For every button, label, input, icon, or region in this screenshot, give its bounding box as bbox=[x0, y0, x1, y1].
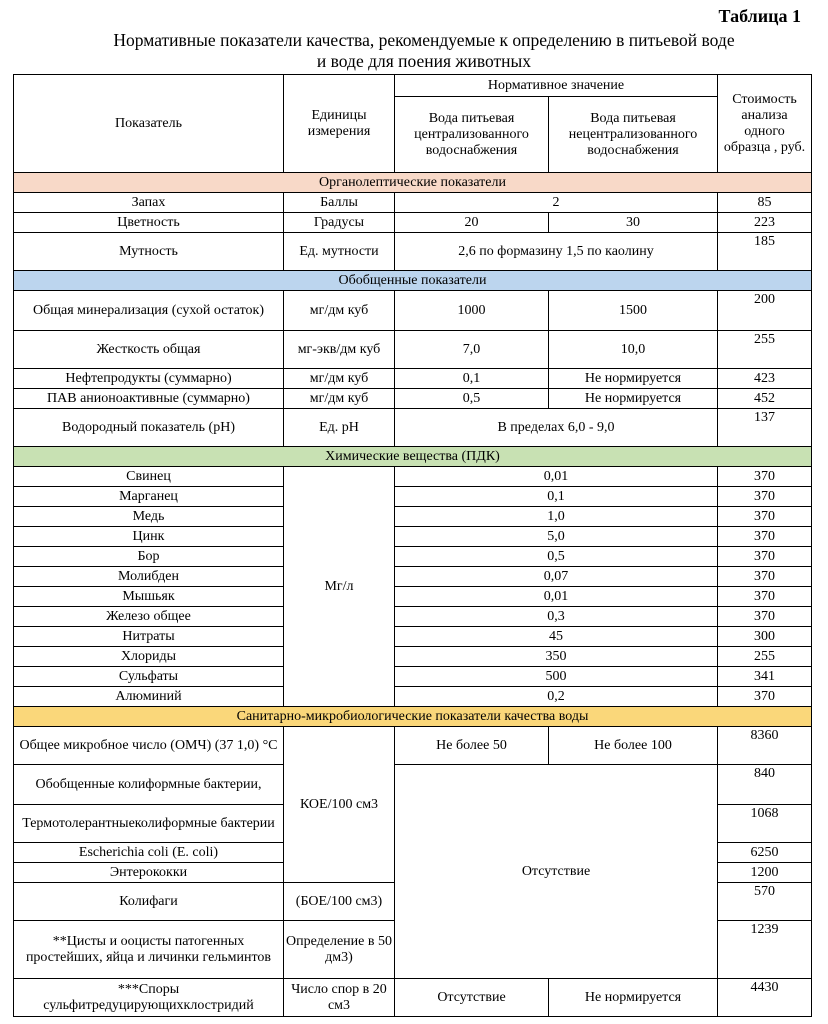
row-name: Свинец bbox=[14, 467, 284, 487]
row-name: Медь bbox=[14, 507, 284, 527]
row-unit: мг/дм куб bbox=[284, 389, 395, 409]
row-cost: 1068 bbox=[718, 805, 812, 843]
row-name: Термотолерантныеколиформные бактерии bbox=[14, 805, 284, 843]
row-value: 45 bbox=[395, 627, 718, 647]
row-cost: 370 bbox=[718, 507, 812, 527]
row-cost: 370 bbox=[718, 607, 812, 627]
row-cost: 185 bbox=[718, 233, 812, 271]
table-row bbox=[14, 507, 812, 527]
row-value: 0,01 bbox=[395, 587, 718, 607]
row-value: 0,1 bbox=[395, 487, 718, 507]
table-row bbox=[14, 389, 812, 409]
row-noncentral: Не более 100 bbox=[549, 727, 718, 765]
row-cost: 300 bbox=[718, 627, 812, 647]
header-noncentral: Вода питьевая нецентрализованного водоснабжения bbox=[549, 97, 718, 173]
table-row bbox=[14, 487, 812, 507]
row-name: Алюминий bbox=[14, 687, 284, 707]
row-value: 0,07 bbox=[395, 567, 718, 587]
row-cost: 423 bbox=[718, 369, 812, 389]
row-unit: мг-экв/дм куб bbox=[284, 331, 395, 369]
row-central: Не более 50 bbox=[395, 727, 549, 765]
table-row bbox=[14, 527, 812, 547]
row-noncentral: 30 bbox=[549, 213, 718, 233]
row-noncentral: 1500 bbox=[549, 291, 718, 331]
row-name: Нефтепродукты (суммарно) bbox=[14, 369, 284, 389]
table-row bbox=[14, 467, 812, 487]
row-name: Колифаги bbox=[14, 883, 284, 921]
row-value: 350 bbox=[395, 647, 718, 667]
row-name: Водородный показатель (pH) bbox=[14, 409, 284, 447]
row-name: Мутность bbox=[14, 233, 284, 271]
table-row bbox=[14, 193, 812, 213]
row-noncentral: Не нормируется bbox=[549, 389, 718, 409]
table-row bbox=[14, 291, 812, 331]
row-cost: 4430 bbox=[718, 979, 812, 1017]
table-row bbox=[14, 331, 812, 369]
row-value: 0,2 bbox=[395, 687, 718, 707]
row-name: Мышьяк bbox=[14, 587, 284, 607]
table-row bbox=[14, 647, 812, 667]
chemical-unit: Мг/л bbox=[284, 467, 395, 707]
title-line-2: и воде для поения животных bbox=[316, 51, 532, 71]
row-name: Нитраты bbox=[14, 627, 284, 647]
header-indicator: Показатель bbox=[14, 75, 284, 173]
row-name: Энтерококки bbox=[14, 863, 284, 883]
row-name: Общая минерализация (сухой остаток) bbox=[14, 291, 284, 331]
section-generalized: Обобщенные показатели bbox=[14, 271, 812, 291]
row-unit: Градусы bbox=[284, 213, 395, 233]
unit-koe: КОЕ/100 см3 bbox=[284, 727, 395, 883]
section-microbio: Санитарно-микробиологические показатели качества воды bbox=[14, 707, 812, 727]
row-name: Сульфаты bbox=[14, 667, 284, 687]
row-cost: 255 bbox=[718, 331, 812, 369]
row-cost: 1239 bbox=[718, 921, 812, 979]
absent-value: Отсутствие bbox=[395, 765, 718, 979]
row-value: 0,01 bbox=[395, 467, 718, 487]
row-cost: 370 bbox=[718, 687, 812, 707]
row-value: В пределах 6,0 - 9,0 bbox=[395, 409, 718, 447]
row-value: 0,5 bbox=[395, 547, 718, 567]
table-row bbox=[14, 369, 812, 389]
row-central: 0,5 bbox=[395, 389, 549, 409]
row-cost: 200 bbox=[718, 291, 812, 331]
row-unit: мг/дм куб bbox=[284, 369, 395, 389]
row-name: Запах bbox=[14, 193, 284, 213]
row-unit: (БОЕ/100 см3) bbox=[284, 883, 395, 921]
row-name: Железо общее bbox=[14, 607, 284, 627]
row-cost: 370 bbox=[718, 527, 812, 547]
table-row bbox=[14, 587, 812, 607]
table-row bbox=[14, 727, 812, 765]
row-cost: 570 bbox=[718, 883, 812, 921]
table-row bbox=[14, 567, 812, 587]
table-row bbox=[14, 667, 812, 687]
row-value: 500 bbox=[395, 667, 718, 687]
row-name: ПАВ анионоактивные (суммарно) bbox=[14, 389, 284, 409]
row-cost: 370 bbox=[718, 467, 812, 487]
row-central: 7,0 bbox=[395, 331, 549, 369]
row-unit: Число спор в 20 см3 bbox=[284, 979, 395, 1017]
header-central: Вода питьевая централизованного водоснабжения bbox=[395, 97, 549, 173]
row-value: 0,3 bbox=[395, 607, 718, 627]
table-row bbox=[14, 409, 812, 447]
row-cost: 370 bbox=[718, 487, 812, 507]
table-row bbox=[14, 213, 812, 233]
table-title bbox=[40, 30, 808, 72]
section-organoleptic: Органолептические показатели bbox=[14, 173, 812, 193]
row-noncentral: Не нормируется bbox=[549, 979, 718, 1017]
section-chemical: Химические вещества (ПДК) bbox=[14, 447, 812, 467]
table-row bbox=[14, 687, 812, 707]
row-central: Отсутствие bbox=[395, 979, 549, 1017]
row-cost: 840 bbox=[718, 765, 812, 805]
row-name: Обобщенные колиформные бактерии, bbox=[14, 765, 284, 805]
row-value: 1,0 bbox=[395, 507, 718, 527]
row-name: **Цисты и ооцисты патогенных простейших, яйца и личинки гельминтов bbox=[14, 921, 284, 979]
row-name: Общее микробное число (ОМЧ) (37 1,0) °С bbox=[14, 727, 284, 765]
row-cost: 341 bbox=[718, 667, 812, 687]
row-cost: 223 bbox=[718, 213, 812, 233]
row-central: 20 bbox=[395, 213, 549, 233]
row-cost: 370 bbox=[718, 567, 812, 587]
header-normative: Нормативное значение bbox=[395, 75, 718, 97]
header-units: Единицы измерения bbox=[284, 75, 395, 173]
table-row bbox=[14, 607, 812, 627]
row-name: Цинк bbox=[14, 527, 284, 547]
row-name: Хлориды bbox=[14, 647, 284, 667]
header-cost: Стоимость анализа одного образца , руб. bbox=[718, 75, 812, 173]
row-cost: 6250 bbox=[718, 843, 812, 863]
row-noncentral: Не нормируется bbox=[549, 369, 718, 389]
row-name: Марганец bbox=[14, 487, 284, 507]
row-cost: 85 bbox=[718, 193, 812, 213]
row-cost: 370 bbox=[718, 547, 812, 567]
row-value: 2,6 по формазину 1,5 по каолину bbox=[395, 233, 718, 271]
table-row bbox=[14, 765, 812, 805]
row-name: ***Споры сульфитредуцирующихклостридий bbox=[14, 979, 284, 1017]
row-cost: 255 bbox=[718, 647, 812, 667]
row-cost: 1200 bbox=[718, 863, 812, 883]
row-cost: 8360 bbox=[718, 727, 812, 765]
row-central: 0,1 bbox=[395, 369, 549, 389]
row-unit: Определение в 50 дм3) bbox=[284, 921, 395, 979]
table-row bbox=[14, 979, 812, 1017]
quality-table bbox=[13, 74, 812, 1017]
row-unit: мг/дм куб bbox=[284, 291, 395, 331]
row-central: 1000 bbox=[395, 291, 549, 331]
row-noncentral: 10,0 bbox=[549, 331, 718, 369]
table-row bbox=[14, 233, 812, 271]
row-name: Escherichia coli (E. coli) bbox=[14, 843, 284, 863]
row-name: Цветность bbox=[14, 213, 284, 233]
row-value: 5,0 bbox=[395, 527, 718, 547]
title-line-1: Нормативные показатели качества, рекомендуемые к определению в питьевой воде bbox=[113, 30, 735, 50]
row-unit: Ед. pH bbox=[284, 409, 395, 447]
table-label: Таблица 1 bbox=[718, 6, 801, 26]
table-row bbox=[14, 627, 812, 647]
row-name: Бор bbox=[14, 547, 284, 567]
row-unit: Ед. мутности bbox=[284, 233, 395, 271]
row-cost: 452 bbox=[718, 389, 812, 409]
row-cost: 137 bbox=[718, 409, 812, 447]
row-name: Жесткость общая bbox=[14, 331, 284, 369]
row-name: Молибден bbox=[14, 567, 284, 587]
row-cost: 370 bbox=[718, 587, 812, 607]
table-row bbox=[14, 547, 812, 567]
row-value: 2 bbox=[395, 193, 718, 213]
row-unit: Баллы bbox=[284, 193, 395, 213]
